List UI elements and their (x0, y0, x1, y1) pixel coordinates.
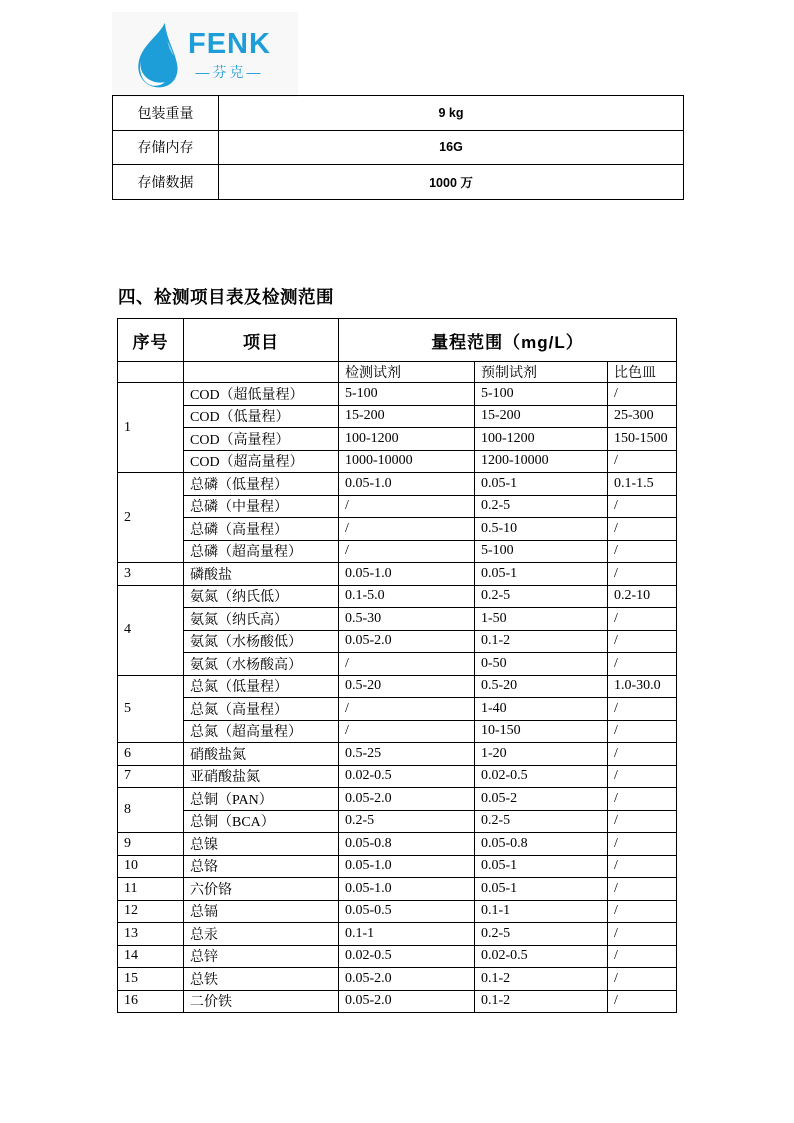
table-row (118, 855, 677, 878)
brand-name-cn: —芬克— (195, 64, 264, 80)
cell-cuvette: / (608, 608, 677, 631)
spec-row (113, 96, 684, 131)
cell-prefab: 0.05-1 (475, 855, 608, 878)
table-row (118, 878, 677, 901)
table-row (118, 450, 677, 473)
cell-prefab: 15-200 (475, 405, 608, 428)
row-number: 12 (118, 900, 184, 923)
cell-prefab: 0.05-1 (475, 878, 608, 901)
logo (129, 22, 271, 90)
cell-reagent: 0.05-0.5 (339, 900, 475, 923)
cell-reagent: 0.05-2.0 (339, 630, 475, 653)
cell-reagent: 0.05-1.0 (339, 878, 475, 901)
cell-project: 亚硝酸盐氮 (184, 765, 339, 788)
spec-value: 1000 万 (219, 165, 684, 200)
table-row (118, 383, 677, 406)
cell-reagent: 0.05-2.0 (339, 788, 475, 811)
cell-project: COD（高量程） (184, 428, 339, 451)
cell-cuvette: / (608, 698, 677, 721)
table-row (118, 585, 677, 608)
cell-reagent: 1000-10000 (339, 450, 475, 473)
col-header-project: 项目 (184, 319, 339, 362)
cell-prefab: 0.5-20 (475, 675, 608, 698)
cell-cuvette: / (608, 855, 677, 878)
row-number: 5 (118, 675, 184, 743)
row-number: 7 (118, 765, 184, 788)
cell-cuvette: 0.2-10 (608, 585, 677, 608)
cell-cuvette: 1.0-30.0 (608, 675, 677, 698)
cell-project: 总铬 (184, 855, 339, 878)
cell-prefab: 0.1-2 (475, 630, 608, 653)
cell-project: 总氮（低量程） (184, 675, 339, 698)
cell-project: 总氮（高量程） (184, 698, 339, 721)
spec-label: 存储内存 (113, 130, 219, 165)
cell-cuvette: / (608, 968, 677, 991)
cell-cuvette: / (608, 495, 677, 518)
cell-reagent: 0.1-1 (339, 923, 475, 946)
row-number: 9 (118, 833, 184, 856)
row-number: 4 (118, 585, 184, 675)
cell-project: 六价铬 (184, 878, 339, 901)
cell-project: 总磷（高量程） (184, 518, 339, 541)
table-row (118, 540, 677, 563)
row-number: 14 (118, 945, 184, 968)
cell-cuvette: / (608, 923, 677, 946)
water-drop-icon (129, 22, 185, 90)
cell-project: 二价铁 (184, 990, 339, 1013)
cell-prefab: 0.2-5 (475, 923, 608, 946)
cell-reagent: 0.2-5 (339, 810, 475, 833)
row-number: 6 (118, 743, 184, 766)
cell-prefab: 1-50 (475, 608, 608, 631)
table-row (118, 473, 677, 496)
cell-reagent: 15-200 (339, 405, 475, 428)
cell-project: COD（超低量程） (184, 383, 339, 406)
cell-project: 总铜（PAN） (184, 788, 339, 811)
cell-cuvette: / (608, 990, 677, 1013)
cell-cuvette: / (608, 743, 677, 766)
cell-prefab: 0.05-1 (475, 563, 608, 586)
table-row (118, 945, 677, 968)
cell-cuvette: / (608, 945, 677, 968)
cell-cuvette: / (608, 450, 677, 473)
cell-reagent: / (339, 518, 475, 541)
cell-project: 总汞 (184, 923, 339, 946)
table-row (118, 720, 677, 743)
spec-table-body (113, 96, 684, 200)
row-number: 15 (118, 968, 184, 991)
section-heading: 四、检测项目表及检测范围 (118, 287, 334, 307)
cell-prefab: 0.05-2 (475, 788, 608, 811)
spec-label: 包装重量 (113, 96, 219, 131)
cell-reagent: 0.05-1.0 (339, 855, 475, 878)
cell-project: 总铜（BCA） (184, 810, 339, 833)
table-row (118, 788, 677, 811)
row-number: 16 (118, 990, 184, 1013)
subheader-reagent: 检测试剂 (339, 362, 475, 383)
table-row (118, 405, 677, 428)
cell-prefab: 10-150 (475, 720, 608, 743)
cell-prefab: 0.05-1 (475, 473, 608, 496)
row-number: 13 (118, 923, 184, 946)
cell-project: 总镉 (184, 900, 339, 923)
cell-project: 总磷（中量程） (184, 495, 339, 518)
cell-project: 总铁 (184, 968, 339, 991)
cell-reagent: 100-1200 (339, 428, 475, 451)
spec-row (113, 130, 684, 165)
logo-text (188, 30, 271, 82)
cell-reagent: 0.1-5.0 (339, 585, 475, 608)
cell-reagent: 0.02-0.5 (339, 765, 475, 788)
brand-name: FENK (188, 28, 271, 60)
table-row (118, 698, 677, 721)
cell-cuvette: / (608, 630, 677, 653)
row-number: 1 (118, 383, 184, 473)
cell-prefab: 5-100 (475, 383, 608, 406)
row-number: 8 (118, 788, 184, 833)
cell-project: COD（低量程） (184, 405, 339, 428)
table-row (118, 653, 677, 676)
cell-project: 氨氮（纳氏低） (184, 585, 339, 608)
cell-project: 磷酸盐 (184, 563, 339, 586)
cell-reagent: 0.5-25 (339, 743, 475, 766)
cell-project: 氨氮（水杨酸高） (184, 653, 339, 676)
cell-prefab: 100-1200 (475, 428, 608, 451)
cell-prefab: 5-100 (475, 540, 608, 563)
cell-project: 氨氮（水杨酸低） (184, 630, 339, 653)
table-row (118, 968, 677, 991)
cell-project: 总氮（超高量程） (184, 720, 339, 743)
cell-project: 总镍 (184, 833, 339, 856)
main-table-header-row (118, 319, 677, 362)
cell-prefab: 1200-10000 (475, 450, 608, 473)
cell-cuvette: / (608, 540, 677, 563)
row-number: 11 (118, 878, 184, 901)
spec-label: 存储数据 (113, 165, 219, 200)
cell-cuvette: 25-300 (608, 405, 677, 428)
spec-value: 16G (219, 130, 684, 165)
cell-cuvette: / (608, 878, 677, 901)
table-row (118, 495, 677, 518)
col-header-range: 量程范围（mg/L） (339, 319, 677, 362)
cell-cuvette: / (608, 810, 677, 833)
cell-cuvette: / (608, 788, 677, 811)
table-row (118, 518, 677, 541)
cell-reagent: 0.5-30 (339, 608, 475, 631)
cell-prefab: 0.2-5 (475, 585, 608, 608)
cell-cuvette: / (608, 518, 677, 541)
subheader-empty-project (184, 362, 339, 383)
cell-prefab: 0.05-0.8 (475, 833, 608, 856)
table-row (118, 765, 677, 788)
cell-reagent: 0.02-0.5 (339, 945, 475, 968)
cell-reagent: / (339, 720, 475, 743)
cell-project: 氨氮（纳氏高） (184, 608, 339, 631)
table-row (118, 900, 677, 923)
spec-value: 9 kg (219, 96, 684, 131)
spec-row (113, 165, 684, 200)
cell-reagent: 0.05-2.0 (339, 968, 475, 991)
table-row (118, 810, 677, 833)
cell-cuvette: / (608, 833, 677, 856)
cell-prefab: 0.1-2 (475, 990, 608, 1013)
cell-project: 总磷（低量程） (184, 473, 339, 496)
subheader-empty-seq (118, 362, 184, 383)
cell-reagent: / (339, 540, 475, 563)
cell-prefab: 0.02-0.5 (475, 945, 608, 968)
cell-cuvette: / (608, 563, 677, 586)
cell-project: 硝酸盐氮 (184, 743, 339, 766)
cell-reagent: 0.5-20 (339, 675, 475, 698)
table-row (118, 608, 677, 631)
cell-prefab: 1-40 (475, 698, 608, 721)
subheader-cuvette: 比色皿 (608, 362, 677, 383)
row-number: 2 (118, 473, 184, 563)
table-row (118, 428, 677, 451)
cell-reagent: 0.05-2.0 (339, 990, 475, 1013)
cell-prefab: 0.02-0.5 (475, 765, 608, 788)
cell-project: 总磷（超高量程） (184, 540, 339, 563)
cell-reagent: 0.05-1.0 (339, 473, 475, 496)
cell-reagent: 5-100 (339, 383, 475, 406)
cell-prefab: 0.2-5 (475, 495, 608, 518)
cell-prefab: 0.1-1 (475, 900, 608, 923)
col-header-seq: 序号 (118, 319, 184, 362)
cell-reagent: / (339, 698, 475, 721)
row-number: 10 (118, 855, 184, 878)
table-row (118, 990, 677, 1013)
main-table-body (118, 383, 677, 1013)
table-row (118, 630, 677, 653)
subheader-prefab: 预制试剂 (475, 362, 608, 383)
cell-cuvette: / (608, 653, 677, 676)
detection-range-table (117, 318, 677, 1013)
cell-cuvette: / (608, 720, 677, 743)
cell-project: 总锌 (184, 945, 339, 968)
table-row (118, 563, 677, 586)
cell-project: COD（超高量程） (184, 450, 339, 473)
cell-cuvette: / (608, 765, 677, 788)
cell-reagent: / (339, 653, 475, 676)
table-row (118, 833, 677, 856)
cell-prefab: 0.5-10 (475, 518, 608, 541)
cell-reagent: 0.05-0.8 (339, 833, 475, 856)
main-table-subheader-row (118, 362, 677, 383)
cell-reagent: 0.05-1.0 (339, 563, 475, 586)
cell-cuvette: 150-1500 (608, 428, 677, 451)
cell-cuvette: / (608, 383, 677, 406)
spec-table (112, 95, 684, 200)
row-number: 3 (118, 563, 184, 586)
table-row (118, 675, 677, 698)
table-row (118, 923, 677, 946)
table-row (118, 743, 677, 766)
cell-prefab: 0.1-2 (475, 968, 608, 991)
cell-prefab: 0.2-5 (475, 810, 608, 833)
cell-reagent: / (339, 495, 475, 518)
cell-cuvette: / (608, 900, 677, 923)
cell-prefab: 0-50 (475, 653, 608, 676)
cell-prefab: 1-20 (475, 743, 608, 766)
cell-cuvette: 0.1-1.5 (608, 473, 677, 496)
